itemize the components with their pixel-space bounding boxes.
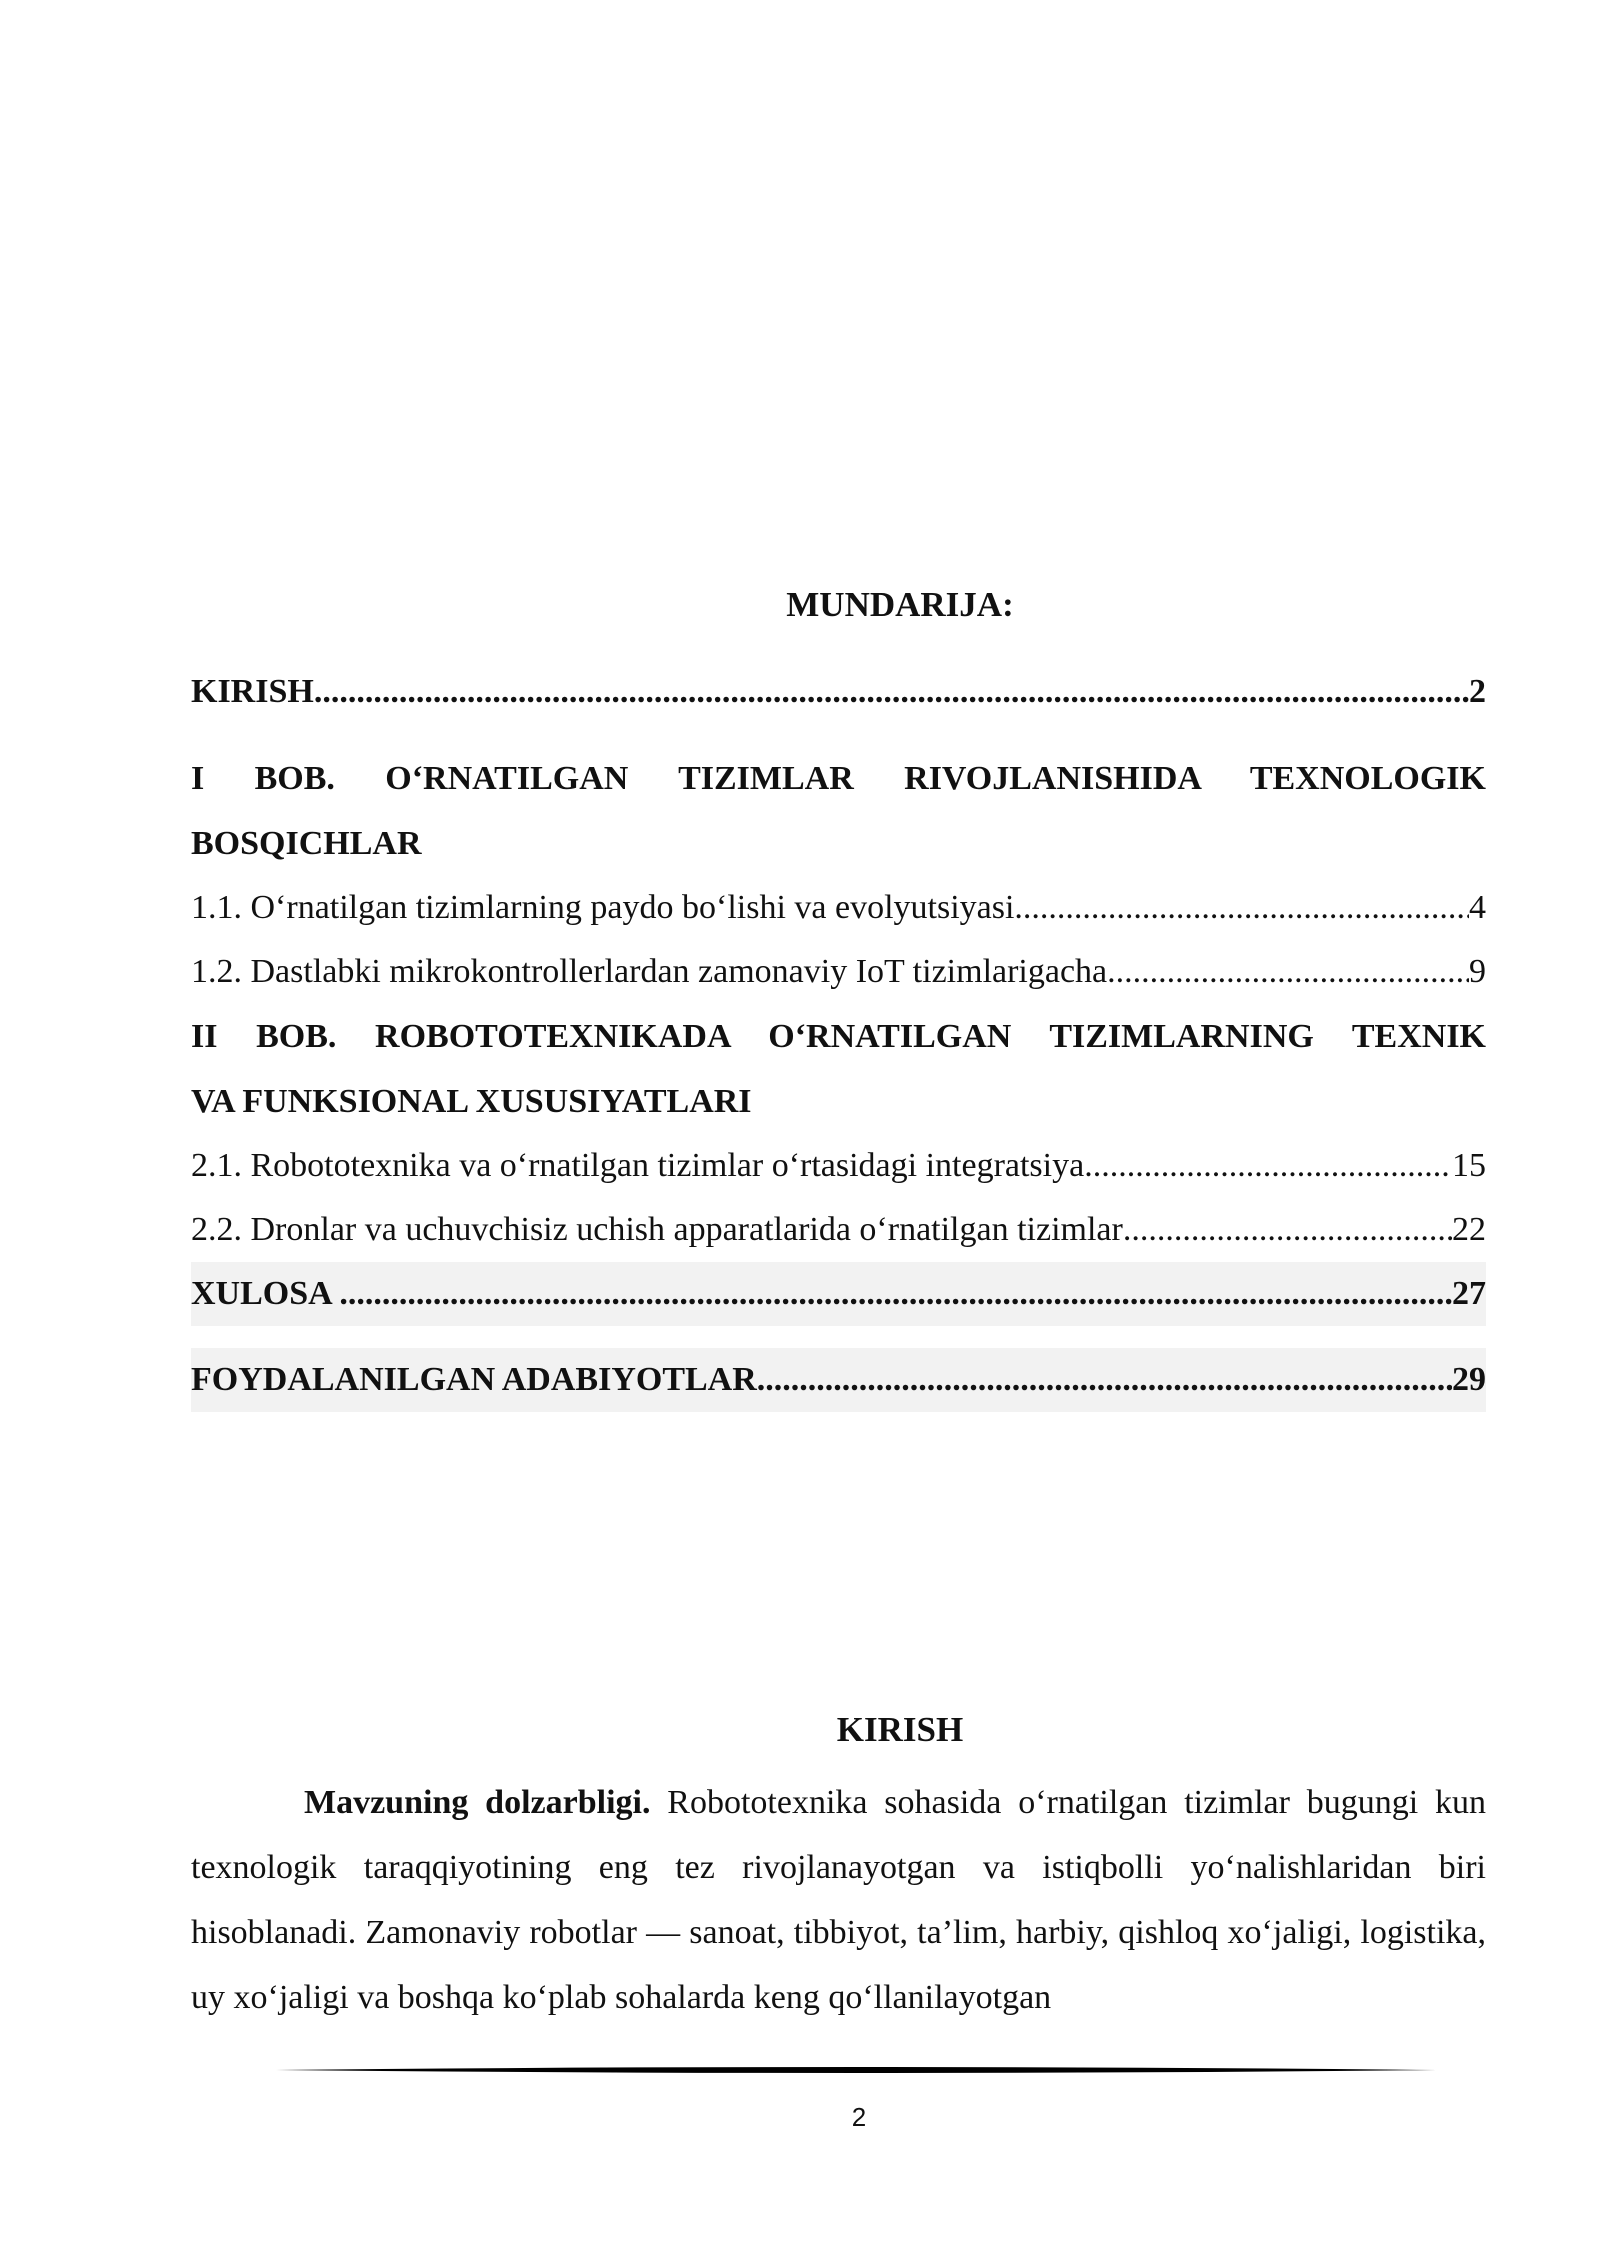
toc-entry-label: FOYDALANILGAN ADABIYOTLAR: [191, 1361, 757, 1398]
toc-entry-page: 9: [1469, 953, 1486, 990]
toc-entry-2-2[interactable]: [191, 1198, 1486, 1262]
toc-entry-adabiyotlar[interactable]: [191, 1348, 1486, 1412]
toc-leader-dots: [1107, 940, 1469, 1004]
toc-entry-label: 1.2. Dastlabki mikrokontrollerlardan zamonaviy IoT tizimlarigacha: [191, 953, 1108, 990]
toc-entry-label: XULOSA: [191, 1275, 340, 1312]
toc-entry-1-1[interactable]: [191, 876, 1486, 940]
toc-chapter-line-2: BOSQICHLAR: [191, 825, 422, 862]
toc-entry-label: 2.1. Robototexnika va o‘rnatilgan tizimlar o‘rtasidagi integratsiya: [191, 1147, 1085, 1184]
toc-entry-kirish[interactable]: [191, 660, 1486, 724]
toc-entry-page: 4: [1469, 889, 1486, 926]
section-title-kirish: KIRISH: [836, 1710, 964, 1749]
toc-title: MUNDARIJA:: [786, 585, 1014, 624]
toc-entry-label: KIRISH: [191, 673, 314, 710]
intro-text: Robototexnika sohasida o‘rnatilgan tizimlar bugungi kun texnologik taraqqiyotining eng tez rivojlanayotgan va istiqbolli yo‘nalishlaridan biri hisoblanadi. Zamonaviy robotlar — sanoat, tibbiyot, ta’lim, harbiy, qishloq xo‘jaligi, logistika, uy xo‘jaligi va boshqa ko‘plab sohalarda keng qo‘llanilayotgan: [191, 1784, 1487, 2016]
toc-entry-page: 29: [1452, 1361, 1486, 1398]
toc-entry-2-1[interactable]: [191, 1134, 1486, 1198]
toc-entry-page: 2: [1469, 673, 1486, 710]
toc-entry-page: 22: [1452, 1211, 1486, 1248]
intro-lead: Mavzuning dolzarbligi.: [304, 1784, 651, 1821]
toc-entry-chapter-1[interactable]: [191, 746, 1486, 876]
toc-chapter-line-1: I BOB. O‘RNATILGAN TIZIMLAR RIVOJLANISHIDA TEXNOLOGIK: [191, 760, 1486, 797]
toc-chapter-line-2: VA FUNKSIONAL XUSUSIYATLARI: [191, 1083, 752, 1120]
toc-entry-page: 15: [1452, 1147, 1486, 1184]
toc-leader-dots: [314, 660, 1469, 724]
table-of-contents: [191, 660, 1486, 1412]
toc-chapter-line-1: II BOB. ROBOTOTEXNIKADA O‘RNATILGAN TIZIMLARNING TEXNIK: [191, 1018, 1486, 1055]
footer-divider: [276, 2066, 1436, 2074]
page-number: 2: [851, 2102, 867, 2132]
toc-entry-label: 2.2. Dronlar va uchuvchisiz uchish apparatlarida o‘rnatilgan tizimlar: [191, 1211, 1123, 1248]
toc-leader-dots: [1084, 1134, 1452, 1198]
toc-leader-dots: [339, 1262, 1452, 1326]
toc-entry-label: 1.1. O‘rnatilgan tizimlarning paydo bo‘lishi va evolyutsiyasi: [191, 889, 1015, 926]
toc-leader-dots: [1123, 1198, 1452, 1262]
toc-entry-chapter-2[interactable]: [191, 1004, 1486, 1134]
intro-paragraph: [191, 1770, 1486, 2030]
toc-leader-dots: [757, 1348, 1452, 1412]
toc-leader-dots: [1014, 876, 1469, 940]
toc-entry-page: 27: [1452, 1275, 1486, 1312]
toc-entry-xulosa[interactable]: [191, 1262, 1486, 1326]
toc-entry-1-2[interactable]: [191, 940, 1486, 1004]
